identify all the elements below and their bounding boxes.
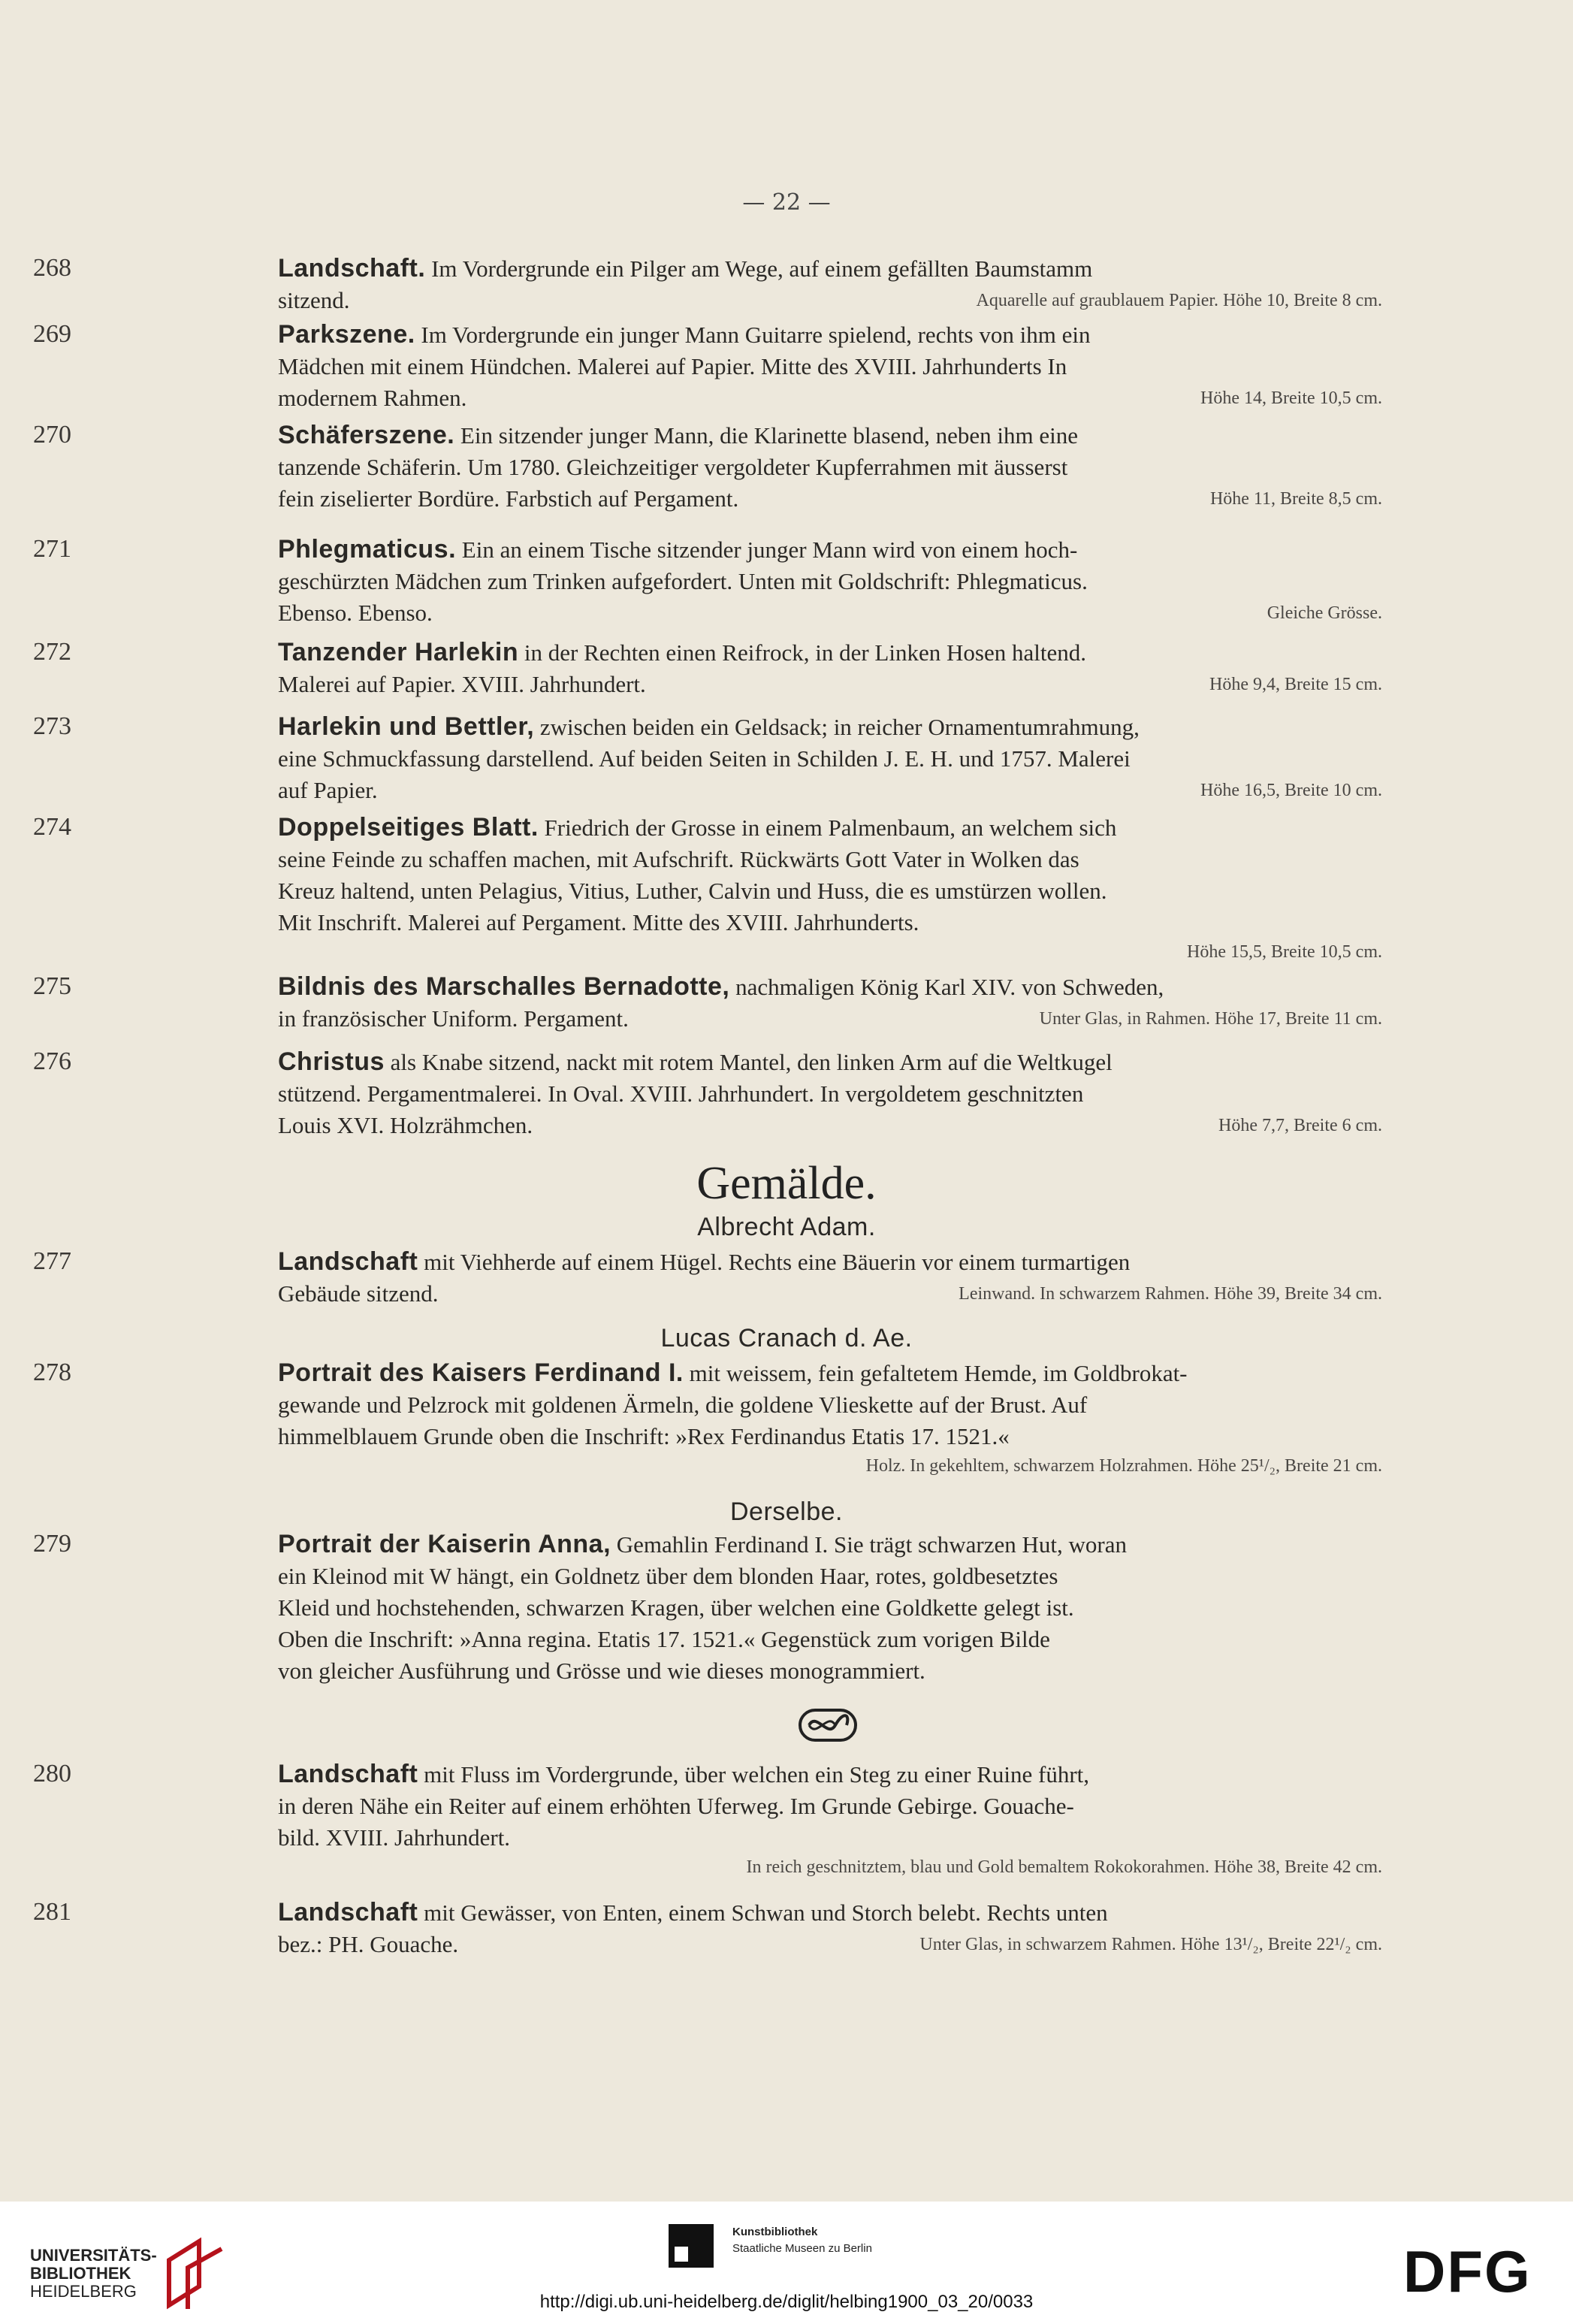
catalog-entry-270 [33,419,1405,515]
entry-text: bild. XVIII. Jahrhundert. [278,1824,511,1851]
kb-line-1: Kunstbibliothek [732,2226,818,2238]
ub-line-3: HEIDELBERG [30,2282,137,2301]
entry-measurements: Höhe 14, Breite 10,5 cm. [1200,388,1382,408]
entry-text: Mit Inschrift. Malerei auf Pergament. Mitte des XVIII. Jahrhunderts. [278,909,919,935]
entry-text: mit Gewässer, von Enten, einem Schwan und Storch belebt. Rechts unten [424,1899,1108,1926]
kb-line-2: Staatliche Museen zu Berlin [732,2242,872,2255]
entry-title: Doppelseitiges Blatt. [278,813,539,842]
catalog-entry-271 [33,533,1405,629]
section-title: Gemälde. [696,1158,877,1209]
entry-title: Portrait der Kaiserin Anna, [278,1530,611,1558]
kunstbibliothek-text[interactable] [732,2224,872,2257]
catalog-entry-274 [33,811,1405,966]
entry-number: 270 [33,421,71,449]
entry-text: Friedrich der Grosse in einem Palmenbaum, an welchem sich [544,814,1117,841]
entry-measurements: Gleiche Grösse. [1267,603,1382,623]
source-url-link[interactable]: http://digi.ub.uni-heidelberg.de/diglit/helbing1900_03_20/0033 [539,2292,1034,2312]
entry-text: ein Kleinod mit W hängt, ein Goldnetz über dem blonden Haar, rotes, goldbesetztes [278,1563,1058,1589]
entry-measurements: Aquarelle auf graublauem Papier. Höhe 10, Breite 8 cm. [976,291,1382,310]
entry-text: in der Rechten einen Reifrock, in der Linken Hosen haltend. [524,639,1086,666]
entry-measurements: In reich geschnitztem, blau und Gold bemaltem Rokokorahmen. Höhe 38, Breite 42 cm. [746,1857,1382,1877]
entry-title: Landschaft [278,1898,418,1927]
entry-text: in französischer Uniform. Pergament. [278,1005,629,1032]
entry-text: in deren Nähe ein Reiter auf einem erhöhten Uferweg. Im Grunde Gebirge. Gouache- [278,1793,1074,1819]
entry-number: 280 [33,1760,71,1788]
entry-title: Harlekin und Bettler, [278,712,535,741]
entry-title: Bildnis des Marschalles Bernadotte, [278,972,730,1001]
ub-line-1: UNIVERSITÄTS- [30,2246,157,2265]
artist-heading: Albrecht Adam. [697,1213,876,1241]
entry-title: Landschaft [278,1247,418,1276]
catalog-entry-281 [33,1896,1405,1960]
entry-number: 274 [33,813,71,841]
entry-text: modernem Rahmen. [278,385,467,411]
entry-text: zwischen beiden ein Geldsack; in reicher Ornamentumrahmung, [539,714,1140,740]
catalog-entry-279 [33,1528,1405,1687]
entry-measurements: Höhe 7,7, Breite 6 cm. [1218,1116,1382,1135]
entry-title: Christus [278,1047,385,1076]
artist-heading: Lucas Cranach d. Ae. [660,1324,913,1352]
entry-number: 277 [33,1247,71,1275]
entry-text: als Knabe sitzend, nackt mit rotem Mantel, den linken Arm auf die Weltkugel [390,1049,1113,1075]
entry-title: Schäferszene. [278,421,455,449]
entry-title: Portrait des Kaisers Ferdinand I. [278,1358,684,1387]
entry-measurements: Höhe 16,5, Breite 10 cm. [1200,781,1382,800]
entry-number: 273 [33,712,71,740]
entry-measurements: Unter Glas, in schwarzem Rahmen. Höhe 13¹/₂, Breite 22¹/₂ cm. [919,1935,1382,1954]
entry-text: Gemahlin Ferdinand I. Sie trägt schwarzen Hut, woran [616,1531,1127,1558]
entry-text: Kleid und hochstehenden, schwarzen Kragen, über welchen eine Goldkette gelegt ist. [278,1594,1074,1621]
entry-text: Im Vordergrunde ein junger Mann Guitarre spielend, rechts von ihm ein [421,322,1091,348]
entry-text: Ein an einem Tische sitzender junger Mann wird von einem hoch- [461,536,1078,563]
entry-title: Landschaft. [278,254,426,283]
entry-measurements: Holz. In gekehltem, schwarzem Holzrahmen. Höhe 25¹/₂, Breite 21 cm. [865,1456,1382,1476]
catalog-entry-269 [33,319,1405,414]
entry-text: himmelblauem Grunde oben die Inschrift: »Rex Ferdinandus Etatis 17. 1521.« [278,1423,1010,1449]
ornament-icon [794,1704,862,1746]
entry-measurements: Unter Glas, in Rahmen. Höhe 17, Breite 11 cm. [1039,1009,1382,1029]
ub-line-2: BIBLIOTHEK [30,2264,131,2283]
entry-text: mit Viehherde auf einem Hügel. Rechts eine Bäuerin vor einem turmartigen [424,1249,1131,1275]
entry-number: 278 [33,1358,71,1386]
entry-text: Gebäude sitzend. [278,1280,439,1307]
artist-heading: Derselbe. [729,1497,843,1526]
catalog-entry-275 [33,971,1405,1035]
entry-number: 271 [33,535,71,563]
entry-text: tanzende Schäferin. Um 1780. Gleichzeitiger vergoldeter Kupferrahmen mit äusserst [278,454,1068,480]
catalog-entry-280 [33,1758,1405,1881]
entry-number: 279 [33,1530,71,1558]
entry-number: 281 [33,1898,71,1926]
catalog-entry-272 [33,636,1405,700]
page-number: — 22 — [742,189,831,216]
catalog-entry-278 [33,1357,1405,1479]
entry-number: 268 [33,254,71,282]
dfg-logo[interactable]: DFG [1403,2238,1532,2304]
catalog-entry-277 [33,1246,1405,1310]
entry-measurements: Höhe 11, Breite 8,5 cm. [1209,489,1382,509]
catalog-entry-268 [33,252,1405,316]
entry-text: mit weissem, fein gefaltetem Hemde, im Goldbrokat- [689,1360,1188,1386]
catalog-entry-276 [33,1046,1405,1141]
entry-text: Ebenso. Ebenso. [278,600,433,626]
entry-text: eine Schmuckfassung darstellend. Auf beiden Seiten in Schilden J. E. H. und 1757. Malerei [278,745,1131,772]
entry-text: gewande und Pelzrock mit goldenen Ärmeln, die goldene Vlieskette auf der Brust. Auf [278,1392,1088,1418]
entry-text: Malerei auf Papier. XVIII. Jahrhundert. [278,671,646,697]
entry-number: 269 [33,320,71,348]
entry-text: Ein sitzender junger Mann, die Klarinette blasend, neben ihm eine [460,422,1079,449]
entry-measurements: Leinwand. In schwarzem Rahmen. Höhe 39, Breite 34 cm. [959,1284,1382,1304]
entry-text: seine Feinde zu schaffen machen, mit Aufschrift. Rückwärts Gott Vater in Wolken das [278,846,1079,872]
entry-title: Landschaft [278,1760,418,1788]
entry-text: geschürzten Mädchen zum Trinken aufgefordert. Unten mit Goldschrift: Phlegmaticus. [278,568,1088,594]
entry-text: Mädchen mit einem Hündchen. Malerei auf Papier. Mitte des XVIII. Jahrhunderts In [278,353,1067,379]
entry-title: Phlegmaticus. [278,535,457,564]
entry-title: Tanzender Harlekin [278,638,519,666]
entry-number: 275 [33,972,71,1000]
kunstbibliothek-logo-icon[interactable] [669,2224,714,2268]
entry-text: stützend. Pergamentmalerei. In Oval. XVIII. Jahrhundert. In vergoldetem geschnitzten [278,1080,1084,1107]
entry-number: 276 [33,1047,71,1075]
entry-text: mit Fluss im Vordergrunde, über welchen ein Steg zu einer Ruine führt, [424,1761,1090,1788]
entry-text: Im Vordergrunde ein Pilger am Wege, auf einem gefällten Baumstamm [431,255,1093,282]
entry-text: sitzend. [278,287,350,313]
entry-text: Oben die Inschrift: »Anna regina. Etatis 17. 1521.« Gegenstück zum vorigen Bilde [278,1626,1050,1652]
entry-text: auf Papier. [278,777,378,803]
catalog-entry-273 [33,711,1405,806]
entry-number: 272 [33,638,71,666]
entry-text: Louis XVI. Holzrähmchen. [278,1112,533,1138]
entry-title: Parkszene. [278,320,415,349]
entry-text: bez.: PH. Gouache. [278,1931,459,1957]
entry-measurements: Höhe 9,4, Breite 15 cm. [1209,675,1382,694]
entry-text: fein ziselierter Bordüre. Farbstich auf Pergament. [278,485,739,512]
entry-text: nachmaligen König Karl XIV. von Schweden, [735,974,1164,1000]
entry-measurements: Höhe 15,5, Breite 10,5 cm. [1187,942,1382,962]
entry-text: Kreuz haltend, unten Pelagius, Vitius, Luther, Calvin und Huss, die es umstürzen wollen. [278,878,1107,904]
entry-text: von gleicher Ausführung und Grösse und wie dieses monogrammiert. [278,1658,925,1684]
